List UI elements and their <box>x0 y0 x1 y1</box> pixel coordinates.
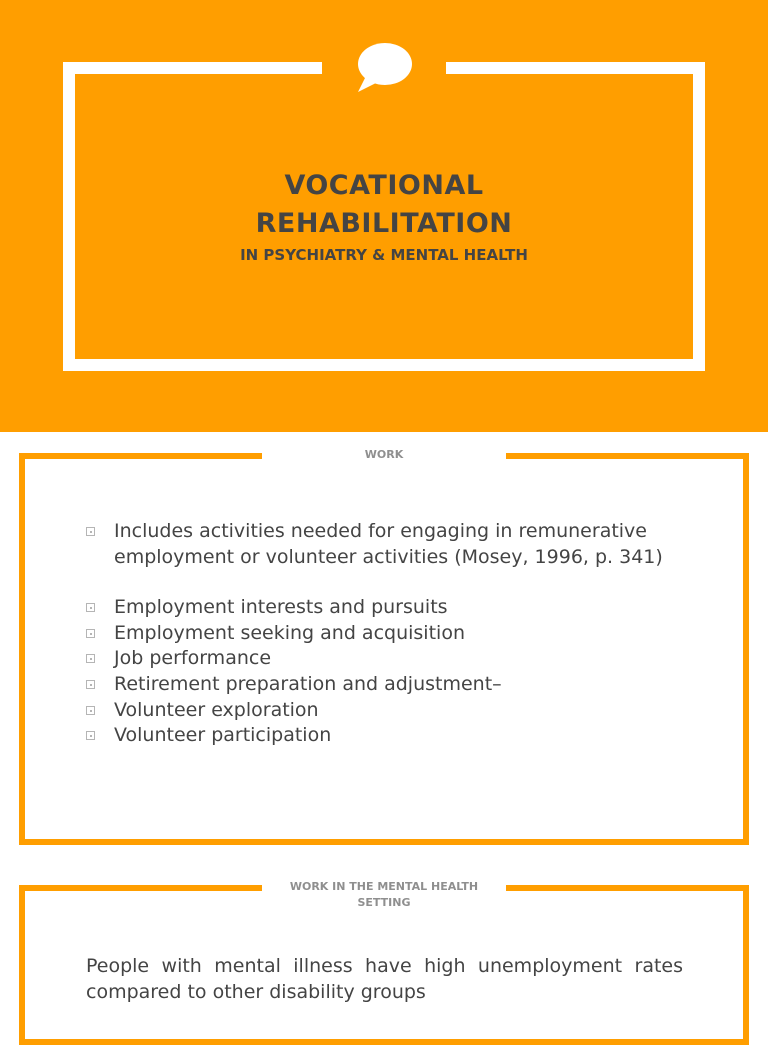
square-bullet-icon <box>86 654 95 663</box>
subtitle: IN PSYCHIATRY & MENTAL HEALTH <box>240 246 528 264</box>
square-bullet-icon <box>86 629 95 638</box>
list-item: Job performance <box>86 646 706 672</box>
list-item: Volunteer exploration <box>86 698 706 724</box>
title-line-1: VOCATIONAL <box>284 170 484 201</box>
speech-bubble-icon <box>356 42 412 94</box>
square-bullet-icon <box>86 706 95 715</box>
list-item: Employment seeking and acquisition <box>86 621 706 647</box>
list-item: Includes activities needed for engaging in remunerative employment or volunteer activities (Mosey, 1996, p. 341) <box>86 519 706 570</box>
list-item: Employment interests and pursuits <box>86 595 706 621</box>
list-item: Retirement preparation and adjustment– <box>86 672 706 698</box>
square-bullet-icon <box>86 680 95 689</box>
mental-health-paragraph: People with mental illness have high unemployment rates compared to other disability groups <box>86 955 683 1003</box>
title-line-2: REHABILITATION <box>255 208 513 239</box>
square-bullet-icon <box>86 603 95 612</box>
work-bullet-list <box>86 519 706 749</box>
square-bullet-icon <box>86 731 95 740</box>
title-slide <box>0 0 768 432</box>
mental-health-slide-label: WORK IN THE MENTAL HEALTH SETTING <box>262 879 506 915</box>
list-item: Volunteer participation <box>86 723 706 749</box>
work-slide-label: WORK <box>262 447 506 467</box>
square-bullet-icon <box>86 527 95 536</box>
